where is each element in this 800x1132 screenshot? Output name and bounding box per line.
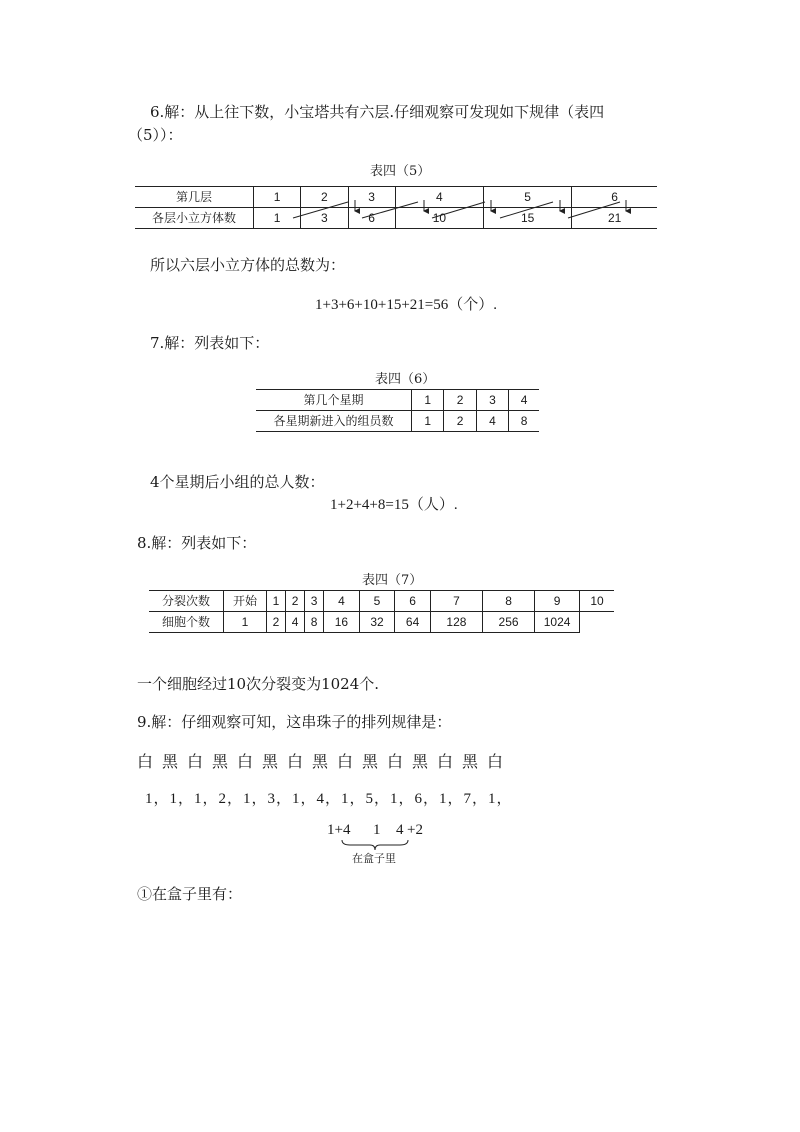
table-cell: 5 [359,591,395,612]
table-row [256,411,539,432]
table-cell: 1024 [535,612,580,633]
table-cell: 5 [484,187,572,208]
table-cell: 6 [572,187,657,208]
row-label-splits: 分裂次数 [149,591,224,612]
table-weekly-members [256,389,539,432]
table-cell: 1 [412,390,444,411]
table-cell: 3 [476,390,508,411]
table-cell: 开始 [224,591,267,612]
q9-item1: ①在盒子里有： [137,885,243,903]
table-cell: 1 [224,612,267,633]
table-cell: 6 [395,591,431,612]
table-cell: 256 [482,612,534,633]
table-cell: 10 [395,208,483,229]
table-cell: 4 [286,612,305,633]
row-label-cube-count: 各层小立方体数 [135,208,254,229]
q6-summary: 所以六层小立方体的总数为： [150,256,346,274]
table-cell: 15 [484,208,572,229]
box-formula-mid1: 1 [373,822,381,838]
q8-intro: 8.解：列表如下： [137,534,257,552]
table-row [149,612,614,633]
row-label-layer: 第几层 [135,187,254,208]
table-cell: 21 [572,208,657,229]
table-cell: 1 [254,208,301,229]
diagonal-line [362,202,418,218]
box-formula-mid2: 4 [396,822,404,838]
q6-line1: 6.解：从上往下数，小宝塔共有六层.仔细观察可发现如下规律（表四 [150,103,605,121]
box-formula-right: +2 [407,822,423,838]
table-cell: 1 [267,591,286,612]
bead-pattern: 白黑白黑白黑白黑白黑白黑白黑白 [137,752,513,771]
q6-line2: （5））： [128,126,183,144]
row-label-cells: 细胞个数 [149,612,224,633]
table-cell-division [149,590,614,633]
table-cell: 3 [305,591,324,612]
row-label-week: 第几个星期 [256,390,412,411]
q9-intro: 9.解：仔细观察可知，这串珠子的排列规律是： [137,713,452,731]
table-cell: 7 [430,591,482,612]
table-cell: 4 [476,411,508,432]
table-cell: 4 [395,187,483,208]
table-cell: 8 [482,591,534,612]
table-cell: 32 [359,612,395,633]
table-cell: 6 [348,208,395,229]
table-cell-empty [580,612,614,633]
table-cell: 9 [535,591,580,612]
table-cell: 1 [412,411,444,432]
table-cell: 8 [509,411,539,432]
table-row [149,591,614,612]
table-cell: 2 [444,411,476,432]
q7-formula: 1+2+4+8=15（人）. [330,497,458,513]
table-cell: 2 [286,591,305,612]
table-cell: 4 [324,591,360,612]
q7-summary: 4个星期后小组的总人数： [150,473,325,491]
diagonal-line [432,202,485,218]
q8-summary: 一个细胞经过10次分裂变为1024个. [137,675,380,693]
table-row [256,390,539,411]
diagonal-line [293,202,348,218]
table-cell: 128 [430,612,482,633]
table-cell: 10 [580,591,614,612]
brace-label: 在盒子里 [352,853,396,865]
table-cell: 2 [301,187,348,208]
pattern-arrows [0,0,800,300]
box-formula-left: 1+4 [327,822,351,838]
table-cell: 3 [301,208,348,229]
q6-formula: 1+3+6+10+15+21=56（个）. [315,297,498,313]
table-cell: 64 [395,612,431,633]
table-cell: 4 [509,390,539,411]
table-cell: 8 [305,612,324,633]
table-cell: 2 [444,390,476,411]
diagonal-line [500,202,553,218]
table-caption-7: 表四（7） [362,573,423,588]
q7-intro: 7.解：列表如下： [150,334,270,352]
table-caption-6: 表四（6） [375,372,436,387]
table-caption-5: 表四（5） [370,164,431,179]
bead-count-sequence: 1，1，1，2，1，3，1，4，1，5，1，6，1，7，1， [145,791,513,807]
diagonal-line [568,202,620,218]
table-cell: 16 [324,612,360,633]
row-label-new-members: 各星期新进入的组员数 [256,411,412,432]
table-cell: 1 [254,187,301,208]
table-cell: 3 [348,187,395,208]
table-cell: 2 [267,612,286,633]
